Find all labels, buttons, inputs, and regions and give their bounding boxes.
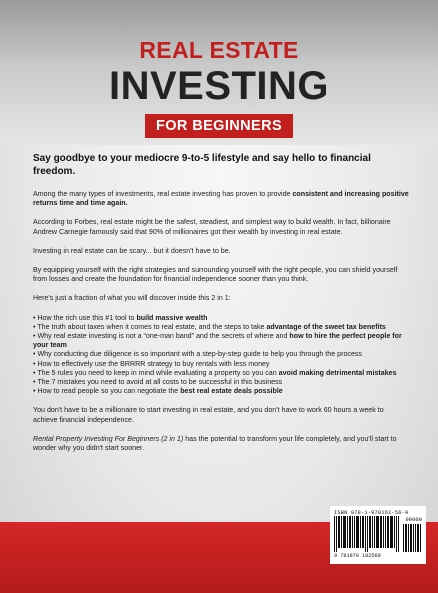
paragraph-fraction: Here's just a fraction of what you will discover inside this 2 in 1: [33, 294, 231, 303]
paragraph-forbes: According to Forbes, real estate might be the safest, steadiest, and simplest way to build wealth. In fact, billionaire Andrew Carnegie famously said that 90% of millionaires got their wealth by investing in real estate. [33, 218, 391, 236]
bullet-list [33, 314, 409, 397]
barcode-main-icon [334, 516, 400, 552]
paragraph-closing-text: has the potential to transform your life completely, and you'll start to wonder why you didn't start sooner. [33, 434, 397, 453]
list-item [33, 378, 409, 387]
barcode-digits: 9 781970 182569 [334, 553, 381, 559]
list-item-bold: avoid making detrimental mistakes [278, 368, 397, 377]
paragraph-intro-bold: consistent and increasing positive returns time and time again. [33, 190, 409, 208]
list-item [33, 350, 409, 359]
paragraph-closing [33, 435, 409, 453]
barcode-addon-icon [403, 524, 421, 552]
list-item-text: • How to read people so you can negotiate the [33, 387, 181, 396]
headline: Say goodbye to your mediocre 9-to-5 lifestyle and say hello to financial freedom. [33, 153, 371, 177]
list-item [33, 314, 409, 323]
back-cover-copy [33, 152, 409, 463]
list-item-bold: best real estate deals possible [180, 387, 283, 396]
book-title-italic: Rental Property Investing For Beginners (2 in 1) [33, 434, 184, 443]
list-item [33, 369, 409, 378]
price-addon-code: 90000 [405, 516, 422, 523]
title-line-investing: INVESTING [108, 64, 330, 108]
list-item-text: • Why conducting due diligence is so important with a step-by-step guide to help you through the process [33, 350, 362, 359]
list-item-text: • Why real estate investing is not a “one-man band” and the secrets of where and [33, 332, 290, 341]
list-item [33, 387, 409, 396]
list-item [33, 360, 409, 369]
isbn-barcode [330, 506, 426, 564]
list-item-text: • How the rich use this #1 tool to [33, 313, 137, 322]
isbn-label: ISBN 978-1-970162-56-9 [334, 510, 409, 516]
paragraph-scary: Investing in real estate can be scary... but it doesn't have to be. [33, 246, 231, 255]
list-item-text: • The truth about taxes when it comes to real estate, and the steps to take [33, 322, 267, 331]
subtitle-badge: FOR BEGINNERS [145, 114, 293, 138]
list-item-bold: advantage of the sweet tax benefits [266, 322, 386, 331]
paragraph-intro [33, 190, 409, 208]
paragraph-millionaire: You don't have to be a millionaire to start investing in real estate, and you don't have to work 60 hours a week to achieve financial independence. [33, 406, 384, 424]
list-item-bold: build massive wealth [136, 313, 208, 322]
list-item-bold: how to hire the perfect people for your team [33, 332, 402, 350]
list-item-text: • How to effectively use the BRRRR strategy to buy rentals with less money [33, 359, 270, 368]
list-item-text: • The 7 mistakes you need to avoid at all costs to be successful in this business [33, 378, 283, 387]
list-item [33, 323, 409, 332]
title-line-real-estate: REAL ESTATE [139, 37, 299, 63]
list-item [33, 332, 409, 350]
cover-title-block [0, 38, 438, 138]
paragraph-intro-text: Among the many types of investments, real estate investing has proven to provide [33, 190, 293, 198]
paragraph-equipping: By equipping yourself with the right strategies and surrounding yourself with the right people, you can shield yourself from losses and create the foundation for financial independence sooner than you think. [33, 266, 398, 284]
list-item-text: • The 5 rules you need to keep in mind while evaluating a property so you can [33, 368, 279, 377]
